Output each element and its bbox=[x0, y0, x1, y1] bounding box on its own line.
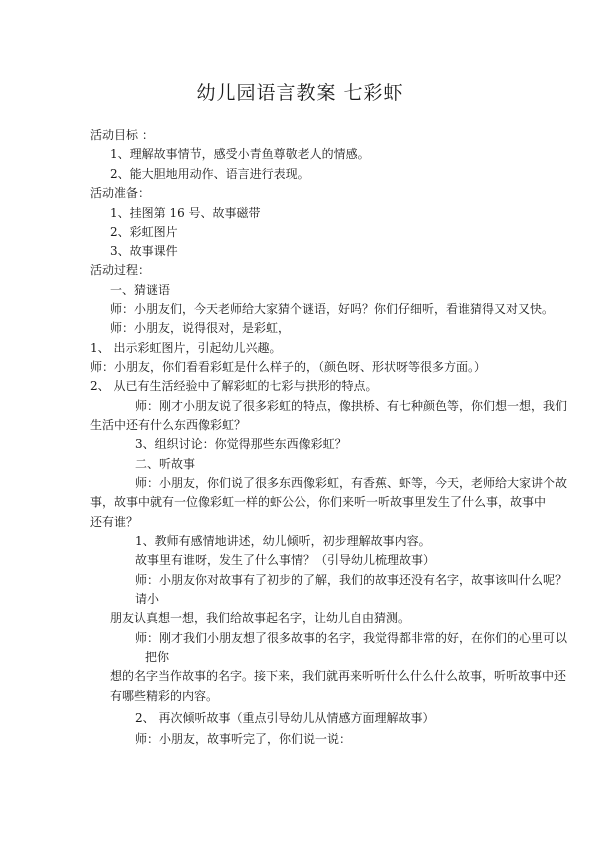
text-line: 把你 bbox=[145, 650, 170, 664]
text-line: 2、 再次倾听故事（重点引导幼儿从情感方面理解故事） bbox=[135, 711, 435, 725]
text-line: 1、教师有感情地讲述，幼儿倾听，初步理解故事内容。 bbox=[135, 534, 431, 548]
text-line: 二、听故事 bbox=[135, 457, 196, 471]
text-line: 有哪些精彩的内容。 bbox=[110, 689, 219, 703]
text-line: 故事里有谁呀，发生了什么事情？（引导幼儿梳理故事） bbox=[135, 553, 436, 567]
text-line: 师：小朋友，故事听完了，你们说一说： bbox=[135, 732, 352, 746]
text-line: 事，故事中就有一位像彩虹一样的虾公公，你们来听一听故事里发生了什么事，故事中 bbox=[90, 495, 547, 509]
text-line: 2、能大胆地用动作、语言进行表现。 bbox=[110, 167, 310, 181]
text-line: 活动过程： bbox=[90, 263, 151, 277]
text-line: 1、挂图第 16 号、故事磁带 bbox=[110, 206, 261, 220]
text-line: 朋友认真想一想，我们给故事起名字，让幼儿自由猜测。 bbox=[110, 611, 411, 625]
text-line: 师：刚才小朋友说了很多彩虹的特点，像拱桥、有七种颜色等，你们想一想，我们 bbox=[135, 399, 568, 413]
page-title: 幼儿园语言教案 七彩虾 bbox=[196, 82, 404, 104]
text-line: 1、理解故事情节，感受小青鱼尊敬老人的情感。 bbox=[110, 147, 370, 161]
text-line: 还有谁？ bbox=[90, 515, 139, 529]
text-line: 一、猜谜语 bbox=[110, 283, 171, 297]
text-line: 请小 bbox=[135, 592, 160, 606]
text-line: 活动目标 ： bbox=[90, 128, 154, 142]
text-line: 生活中还有什么东西像彩虹？ bbox=[90, 418, 247, 432]
text-line: 1、 出示彩虹图片，引起幼儿兴趣。 bbox=[90, 341, 282, 355]
text-line: 3、组织讨论：你觉得那些东西像彩虹？ bbox=[135, 437, 347, 451]
text-line: 师：小朋友，你们看看彩虹是什么样子的，（颜色呀、形状呀等很多方面。） bbox=[90, 360, 487, 374]
text-line: 师：小朋友们，今天老师给大家猜个谜语，好吗？你们仔细听，看谁猜得又对又快。 bbox=[110, 302, 555, 316]
text-line: 师：小朋友，说得很对，是彩虹， bbox=[110, 321, 291, 335]
text-line: 师：小朋友你对故事有了初步的了解，我们的故事还没有名字，故事该叫什么呢？ bbox=[135, 573, 568, 587]
text-line: 活动准备： bbox=[90, 186, 151, 200]
text-line: 3、故事课件 bbox=[110, 244, 178, 258]
text-line: 2、彩虹图片 bbox=[110, 225, 178, 239]
text-line: 师：刚才我们小朋友想了很多故事的名字，我觉得都非常的好，在你们的心里可以 bbox=[135, 631, 568, 645]
text-line: 2、 从已有生活经验中了解彩虹的七彩与拱形的特点。 bbox=[90, 379, 378, 393]
text-line: 想的名字当作故事的名字。接下来，我们就再来听听什么什么什么故事，听听故事中还 bbox=[110, 669, 567, 683]
text-line: 师：小朋友，你们说了很多东西像彩虹，有香蕉、虾等，今天，老师给大家讲个故 bbox=[135, 476, 568, 490]
